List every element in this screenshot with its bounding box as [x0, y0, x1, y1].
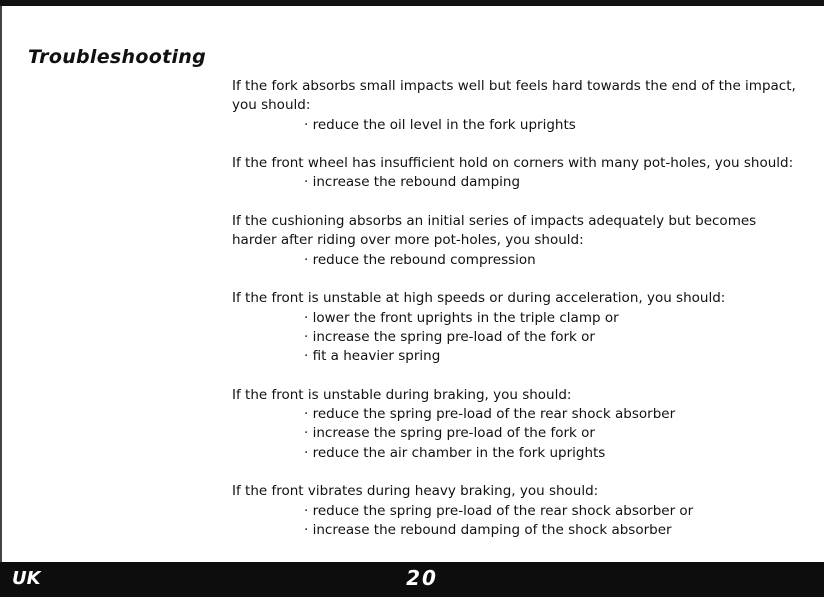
action-item: · increase the rebound damping — [304, 173, 802, 192]
action-list — [232, 502, 802, 541]
page-title: Troubleshooting — [28, 46, 206, 68]
action-item: · reduce the rebound compression — [304, 251, 802, 270]
troubleshooting-section — [232, 212, 802, 270]
action-item: · increase the spring pre-load of the fork or — [304, 424, 802, 443]
action-list — [232, 309, 802, 367]
troubleshooting-section — [232, 77, 802, 135]
action-item: · increase the rebound damping of the shock absorber — [304, 521, 802, 540]
action-item: · fit a heavier spring — [304, 347, 802, 366]
page-number: 20 — [406, 566, 438, 590]
troubleshooting-section — [232, 289, 802, 366]
action-item: · reduce the spring pre-load of the rear shock absorber — [304, 405, 802, 424]
section-intro: If the cushioning absorbs an initial series of impacts adequately but becomes harder after riding over more pot-holes, you should: — [232, 213, 757, 249]
troubleshooting-section — [232, 482, 802, 540]
left-border — [0, 6, 2, 562]
language-label: UK — [12, 568, 41, 589]
troubleshooting-section — [232, 386, 802, 463]
section-intro: If the front vibrates during heavy braking, you should: — [232, 483, 599, 500]
section-intro: If the fork absorbs small impacts well but feels hard towards the end of the impact, you should: — [232, 78, 796, 114]
action-item: · reduce the air chamber in the fork uprights — [304, 444, 802, 463]
action-list — [232, 405, 802, 463]
action-item: · reduce the oil level in the fork uprights — [304, 116, 802, 135]
section-intro: If the front is unstable during braking, you should: — [232, 386, 572, 403]
troubleshooting-section — [232, 154, 802, 193]
action-item: · lower the front uprights in the triple clamp or — [304, 309, 802, 328]
page-footer — [0, 562, 824, 597]
section-intro: If the front is unstable at high speeds or during acceleration, you should: — [232, 290, 726, 307]
action-list — [232, 173, 802, 192]
section-intro: If the front wheel has insufficient hold on corners with many pot-holes, you should: — [232, 155, 794, 172]
top-border — [0, 0, 824, 6]
troubleshooting-content — [232, 77, 802, 559]
action-item: · reduce the spring pre-load of the rear shock absorber or — [304, 502, 802, 521]
action-list — [232, 251, 802, 270]
action-item: · increase the spring pre-load of the fork or — [304, 328, 802, 347]
action-list — [232, 116, 802, 135]
